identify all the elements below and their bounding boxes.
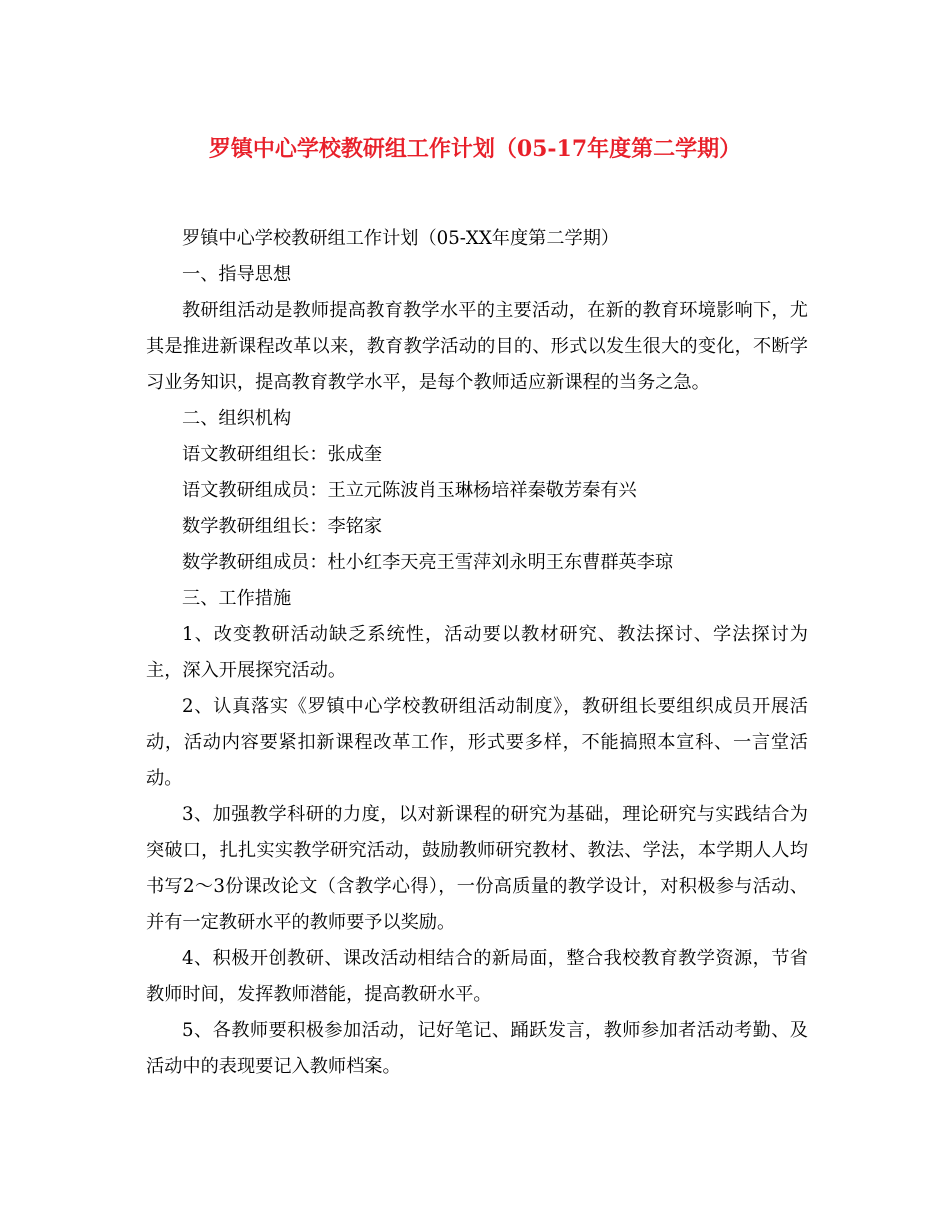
chinese-group-members: 语文教研组成员：王立元陈波肖玉琳杨培祥秦敬芳秦有兴 xyxy=(182,480,637,501)
section-heading-guiding-thought: 一、指导思想 xyxy=(182,264,292,285)
math-group-leader: 数学教研组组长：李铭家 xyxy=(182,516,383,537)
measure-item-1: 1、改变教研活动缺乏系统性，活动要以教材研究、教法探讨、学法探讨为主，深入开展探究活动。 xyxy=(146,624,808,681)
measure-item-4: 4、积极开创教研、课改活动相结合的新局面，整合我校教育教学资源，节省教师时间，发挥教师潜能，提高教研水平。 xyxy=(146,948,808,1005)
section-heading-organization: 二、组织机构 xyxy=(182,408,292,429)
document-title: 罗镇中心学校教研组工作计划（05-17年度第二学期） xyxy=(208,136,742,162)
measure-item-5: 5、各教师要积极参加活动，记好笔记、踊跃发言，教师参加者活动考勤、及活动中的表现要记入教师档案。 xyxy=(146,1020,808,1077)
math-group-members: 数学教研组成员：杜小红李天亮王雪萍刘永明王东曹群英李琼 xyxy=(182,552,674,573)
subtitle-paragraph: 罗镇中心学校教研组工作计划（05-XX年度第二学期） xyxy=(182,228,620,249)
measure-item-2: 2、认真落实《罗镇中心学校教研组活动制度》，教研组长要组织成员开展活动，活动内容要紧扣新课程改革工作，形式要多样，不能搞照本宣科、一言堂活动。 xyxy=(146,696,808,789)
guiding-thought-paragraph: 教研组活动是教师提高教育教学水平的主要活动，在新的教育环境影响下，尤其是推进新课程改革以来，教育教学活动的目的、形式以发生很大的变化，不断学习业务知识，提高教育教学水平，是每个教师适应新课程的当务之急。 xyxy=(146,300,808,393)
document-body xyxy=(146,221,808,1085)
measure-item-3: 3、加强教学科研的力度，以对新课程的研究为基础，理论研究与实践结合为突破口，扎扎实实教学研究活动，鼓励教师研究教材、教法、学法，本学期人人均书写2～3份课改论文（含教学心得），一份高质量的教学设计，对积极参与活动、并有一定教研水平的教师要予以奖励。 xyxy=(146,804,808,933)
section-heading-measures: 三、工作措施 xyxy=(182,588,292,609)
chinese-group-leader: 语文教研组组长：张成奎 xyxy=(182,444,383,465)
